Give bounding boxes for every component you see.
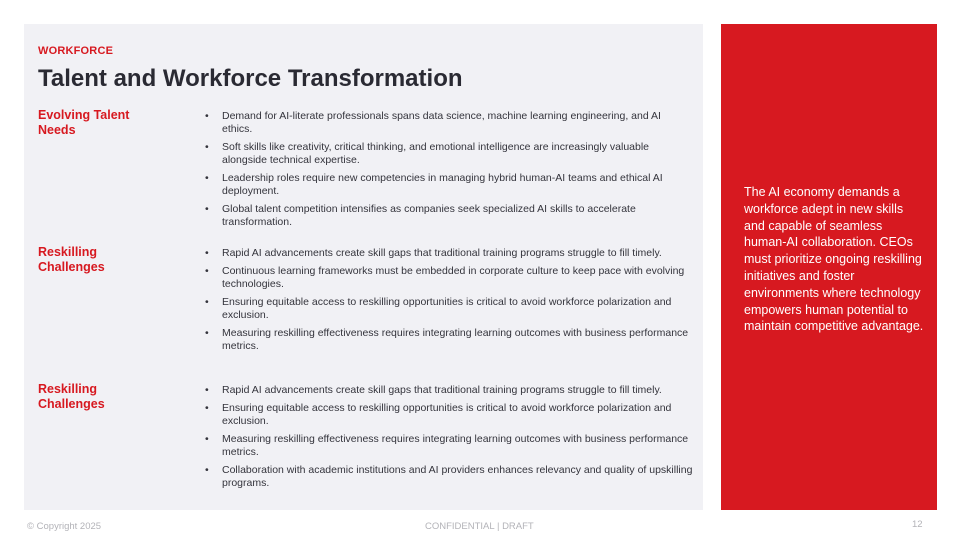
footer-copyright: © Copyright 2025 bbox=[27, 521, 102, 532]
summary-text: The AI economy demands a workforce adept in new skills and capable of seamless human-AI collaboration. CEOs must prioritize ongoing reskilling initiatives and foster environments where technology empowers human potential to maintain competitive advantage. bbox=[744, 185, 924, 334]
section-label: Reskilling Challenges bbox=[38, 382, 105, 411]
bullet-list bbox=[202, 110, 694, 234]
bullet-item: • Measuring reskilling effectiveness requires integrating learning outcomes with business performance metrics. bbox=[202, 433, 694, 459]
bullet-item: • Collaboration with academic institutions and AI providers enhances relevancy and quality of upskilling programs. bbox=[202, 464, 694, 490]
summary-panel bbox=[721, 24, 937, 510]
bullet-item: • Global talent competition intensifies as companies seek specialized AI skills to accelerate transformation. bbox=[202, 203, 694, 229]
bullet-item: • Ensuring equitable access to reskilling opportunities is critical to avoid workforce polarization and exclusion. bbox=[202, 296, 694, 322]
content-panel bbox=[24, 24, 703, 510]
bullet-list bbox=[202, 247, 694, 358]
bullet-list bbox=[202, 384, 694, 495]
bullet-item: • Demand for AI-literate professionals spans data science, machine learning engineering, and AI ethics. bbox=[202, 110, 694, 136]
footer-confidential: CONFIDENTIAL | DRAFT bbox=[425, 521, 534, 532]
slide-title: Talent and Workforce Transformation bbox=[38, 65, 463, 92]
section-label: Evolving Talent Needs bbox=[38, 108, 130, 137]
page-number: 12 bbox=[912, 519, 923, 530]
bullet-item: • Leadership roles require new competencies in managing hybrid human-AI teams and ethical AI deployment. bbox=[202, 172, 694, 198]
section-eyebrow: WORKFORCE bbox=[38, 45, 114, 57]
bullet-item: • Ensuring equitable access to reskilling opportunities is critical to avoid workforce polarization and exclusion. bbox=[202, 402, 694, 428]
bullet-item: • Measuring reskilling effectiveness requires integrating learning outcomes with business performance metrics. bbox=[202, 327, 694, 353]
section-label: Reskilling Challenges bbox=[38, 245, 105, 274]
bullet-item: • Soft skills like creativity, critical thinking, and emotional intelligence are increasingly valuable alongside technical expertise. bbox=[202, 141, 694, 167]
bullet-item: • Continuous learning frameworks must be embedded in corporate culture to keep pace with evolving technologies. bbox=[202, 265, 694, 291]
bullet-item: • Rapid AI advancements create skill gaps that traditional training programs struggle to fill timely. bbox=[202, 384, 694, 397]
bullet-item: • Rapid AI advancements create skill gaps that traditional training programs struggle to fill timely. bbox=[202, 247, 694, 260]
